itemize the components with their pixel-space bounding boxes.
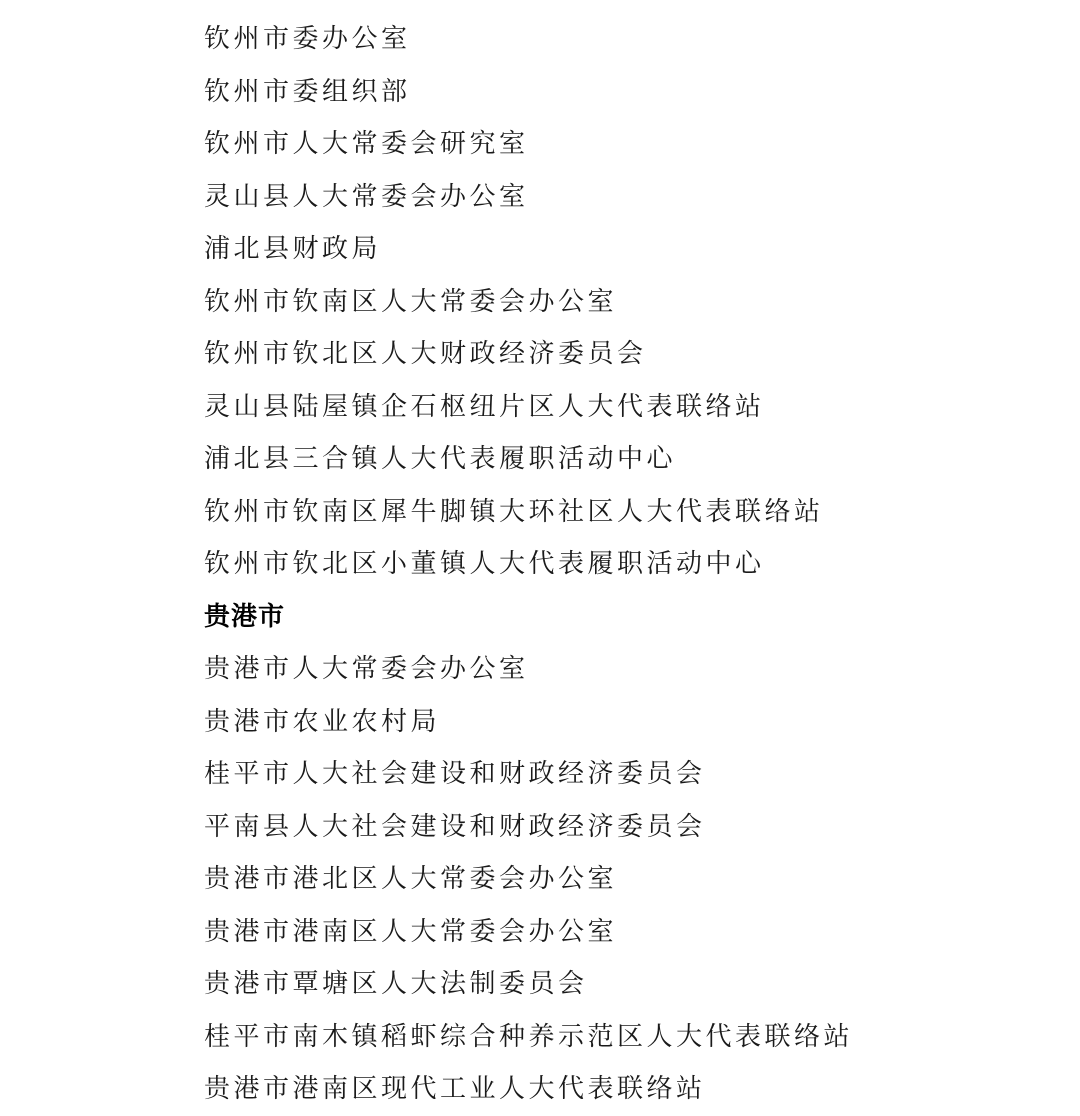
list-item: 贵港市港南区现代工业人大代表联络站 [204, 1074, 706, 1104]
list-item: 贵港市港南区人大常委会办公室 [204, 916, 618, 947]
list-item: 桂平市南木镇稻虾综合种养示范区人大代表联络站 [204, 1021, 854, 1052]
section-qinzhou [204, 13, 1064, 591]
list-item: 钦州市委组织部 [204, 76, 411, 107]
list-item: 贵港市港北区人大常委会办公室 [204, 864, 618, 894]
list-item: 桂平市人大社会建设和财政经济委员会 [204, 759, 706, 789]
list-item: 钦州市钦北区人大财政经济委员会 [204, 339, 647, 369]
list-item: 平南县人大社会建设和财政经济委员会 [204, 811, 706, 842]
section-guigang [204, 591, 1064, 1116]
list-item: 贵港市人大常委会办公室 [204, 654, 529, 684]
list-item: 钦州市钦南区人大常委会办公室 [204, 286, 618, 317]
list-item: 灵山县人大常委会办公室 [204, 181, 529, 212]
list-item: 钦州市人大常委会研究室 [204, 129, 529, 159]
list-item: 贵港市农业农村局 [204, 706, 441, 737]
list-item: 浦北县财政局 [204, 234, 382, 264]
list-item: 钦州市钦南区犀牛脚镇大环社区人大代表联络站 [204, 496, 824, 527]
list-item: 钦州市委办公室 [204, 24, 411, 54]
list-item: 贵港市覃塘区人大法制委员会 [204, 969, 588, 999]
list-item: 灵山县陆屋镇企石枢纽片区人大代表联络站 [204, 391, 765, 422]
section-heading: 贵港市 [204, 601, 286, 632]
document-body [204, 13, 1064, 1116]
list-item: 钦州市钦北区小董镇人大代表履职活动中心 [204, 549, 765, 579]
list-item: 浦北县三合镇人大代表履职活动中心 [204, 444, 677, 474]
